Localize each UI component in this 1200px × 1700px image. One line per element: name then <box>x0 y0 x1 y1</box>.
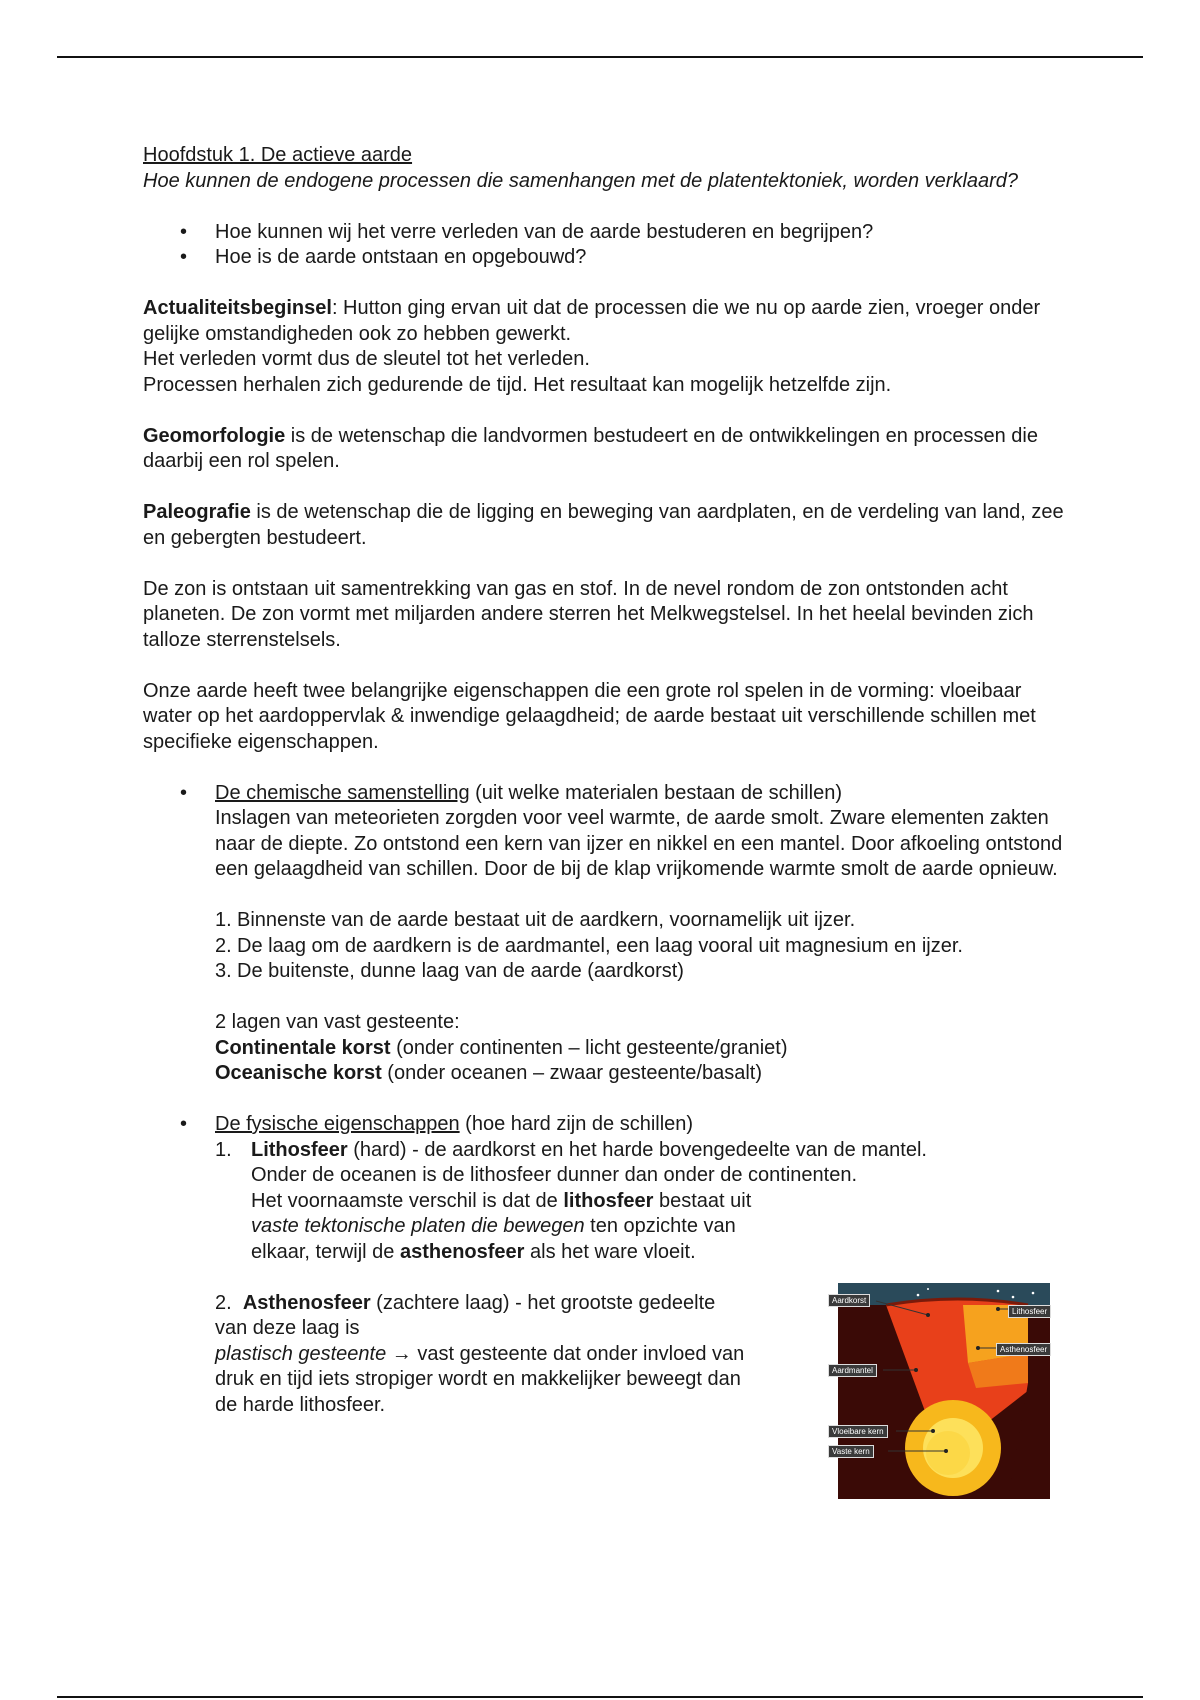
label-vaste-kern: Vaste kern <box>828 1445 874 1458</box>
paleografie-paragraph: Paleografie is de wetenschap die de ligging en beweging van aardplaten, en de verdeling van land, zee en gebergten bestudeert. <box>143 501 1064 549</box>
actualiteit-line3: Processen herhalen zich gedurende de tijd. Het resultaat kan mogelijk hetzelfde zijn. <box>143 373 892 396</box>
lagen-intro: 2 lagen van vast gesteente: <box>215 1011 460 1033</box>
label-aardmantel: Aardmantel <box>828 1364 877 1377</box>
chem-list-item: 2. De laag om de aardkern is de aardmantel, een laag vooral uit magnesium en ijzer. <box>215 934 963 957</box>
chem-text: Inslagen van meteorieten zorgden voor veel warmte, de aarde smolt. Zware elementen zakten naar de diepte. Zo ontstond een kern van ijzer en nikkel en een mantel. Door afkoeling ontstond een gelaagdheid van schillen. Door de bij de klap vrijkomende warmte smolt de aarde opnieuw. <box>215 807 1063 880</box>
geomorfologie-term: Geomorfologie <box>143 424 286 447</box>
earth-layers-diagram <box>828 1283 1054 1499</box>
chem-item: • De chemische samenstelling (uit welke materialen bestaan de schillen) Inslagen van meteorieten zorgden voor veel warmte, de aarde smolt. Zware elementen zakten naar de diepte. Zo ontstond een kern van ijzer en nikkel en een mantel. Door afkoeling ontstond een gelaagdheid van schillen. Door de bij de klap vrijkomende warmte smolt de aarde opnieuw. 1. Binnenste van de aarde bestaat uit de aardkern, voornamelijk uit ijzer. 2. De laag om de aardkern is de aardmantel, een laag vooral uit magnesium en ijzer. 3. De buitenste, dunne laag van de aarde (aardkorst) 2 lagen van vast gesteente: Continentale korst (onder continenten – licht gesteente/graniet) Oceanische korst (onder oceanen – zwaar gesteente/basalt) <box>143 781 1073 1087</box>
actualiteit-paragraph: Actualiteitsbeginsel: Hutton ging ervan uit dat de processen die we nu op aarde zien, vroeger onder gelijke omstandigheden ook zo hebben gewerkt. <box>143 297 1041 345</box>
zon-paragraph: De zon is ontstaan uit samentrekking van gas en stof. In de nevel rondom de zon ontstonden acht planeten. De zon vormt met miljarden andere sterren het Melkwegstelsel. In het heelal bevinden zich talloze sterrenstelsels. <box>143 577 1034 651</box>
actualiteit-line2: Het verleden vormt dus de sleutel tot het verleden. <box>143 348 590 370</box>
asthenosfeer-block: 2. Asthenosfeer (zachtere laag) - het grootste gedeelte van deze laag is plastisch gesteente → vast gesteente dat onder invloed van druk en tijd iets stropiger wordt en makkelijker beweegt dan de harde lithosfeer. <box>215 1291 745 1416</box>
chem-list-item: 3. De buitenste, dunne laag van de aarde (aardkorst) <box>215 960 684 982</box>
lithosfeer-block: 1. Lithosfeer (hard) - de aardkorst en het harde bovengedeelte van de mantel. Onder de oceanen is de lithosfeer dunner dan onder de continenten. Het voornaamste verschil is dat de lithosfeer bestaat uit vaste tektonische platen die bewegen ten opzichte van elkaar, terwijl de asthenosfeer als het ware vloeit. <box>215 1138 927 1263</box>
chapter-title: Hoofdstuk 1. De actieve aarde <box>143 144 413 166</box>
fys-heading: De fysische eigenschappen <box>215 1113 460 1135</box>
label-aardkorst: Aardkorst <box>828 1294 870 1307</box>
chem-heading: De chemische samenstelling <box>215 781 470 804</box>
fys-item: • De fysische eigenschappen (hoe hard zijn de schillen) 1. Lithosfeer (hard) - de aardkorst en het harde bovengedeelte van de mantel. Onder de oceanen is de lithosfeer dunner dan onder de continenten. Het voornaamste verschil is dat de lithosfeer bestaat uit vaste tektonische platen die bewegen ten opzichte van elkaar, terwijl de asthenosfeer als het ware vloeit. 2. Asthenosfeer (zachtere laag) - het grootste gedeelte van deze laag is plastisch gesteente → vast gesteente dat onder invloed van druk en tijd iets stropiger wordt en makkelijker beweegt dan de harde lithosfeer. <box>143 1112 1073 1418</box>
footer-rule <box>57 1696 1143 1698</box>
paleografie-term: Paleografie <box>143 501 251 523</box>
continentale-korst: Continentale korst (onder continenten – licht gesteente/graniet) <box>215 1036 788 1059</box>
sub-question: • Hoe kunnen wij het verre verleden van de aarde bestuderen en begrijpen? <box>143 220 1073 246</box>
sub-question-list <box>143 220 1073 271</box>
chem-section <box>143 781 1073 1087</box>
label-asthenosfeer: Asthenosfeer <box>996 1343 1051 1356</box>
aarde-paragraph: Onze aarde heeft twee belangrijke eigenschappen die een grote rol spelen in de vorming: vloeibaar water op het aardoppervlak & inwendige gelaagdheid; de aarde bestaat uit verschillende schillen met specifieke eigenschappen. <box>143 679 1036 753</box>
oceanische-korst: Oceanische korst (onder oceanen – zwaar gesteente/basalt) <box>215 1062 762 1084</box>
sub-question: • Hoe is de aarde ontstaan en opgebouwd? <box>143 245 1073 271</box>
label-vloeibare-kern: Vloeibare kern <box>828 1425 888 1438</box>
document-body <box>143 143 1073 1418</box>
actualiteit-term: Actualiteitsbeginsel <box>143 297 332 319</box>
main-question: Hoe kunnen de endogene processen die samenhangen met de platentektoniek, worden verklaard? <box>143 169 1019 192</box>
header-rule <box>57 56 1143 58</box>
label-lithosfeer: Lithosfeer <box>1008 1305 1051 1318</box>
geomorfologie-paragraph: Geomorfologie is de wetenschap die landvormen bestudeert en de ontwikkelingen en processen die daarbij een rol spelen. <box>143 424 1038 472</box>
chem-list-item: 1. Binnenste van de aarde bestaat uit de aardkern, voornamelijk uit ijzer. <box>215 909 856 931</box>
